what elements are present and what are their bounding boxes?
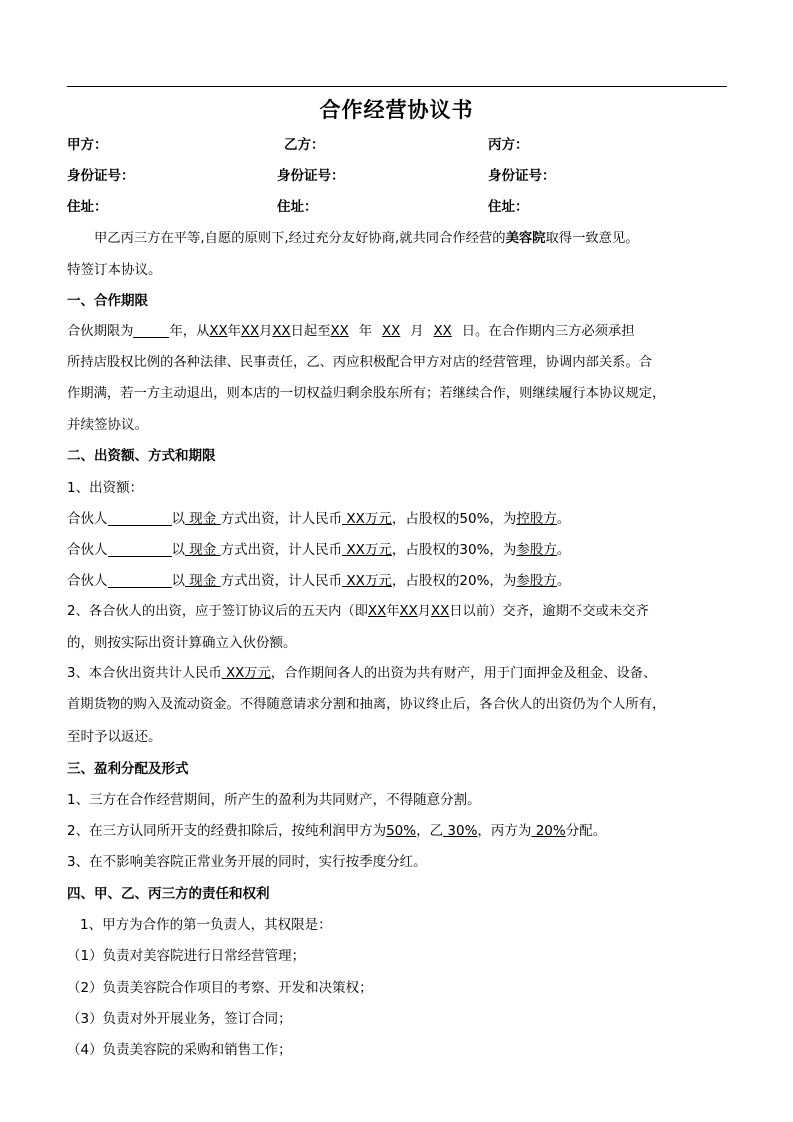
partner-role: 参股方 — [516, 542, 557, 558]
s2-p3-line-1 — [67, 663, 727, 685]
party-b-label: 乙方： — [284, 137, 325, 153]
section-4-heading: 四、甲、乙、丙三方的责任和权利 — [67, 886, 270, 902]
s2-text: 年 — [386, 604, 400, 619]
partner-label: 合伙人 — [67, 511, 108, 527]
partner-label: 合伙人 — [67, 573, 108, 589]
party-b-address-label: 住址： — [277, 199, 318, 215]
end-day: XX — [433, 324, 452, 339]
total-contribution: XX万元 — [221, 666, 271, 681]
s2-text: 3、本合伙出资共计人民币 — [67, 666, 222, 681]
partner-text: 。 — [556, 573, 571, 589]
partner-name-blank — [108, 540, 172, 557]
intro-text: 甲乙丙三方在平等,自愿的原则下,经过充分友好协商,就共同合作经营的 — [94, 231, 506, 246]
partner-role: 参股方 — [516, 573, 557, 589]
s1-line-1 — [67, 321, 727, 343]
section-2-heading: 二、出资额、方式和期限 — [67, 448, 216, 464]
start-day: XX — [272, 324, 291, 339]
contribution-method: 现金 — [185, 511, 221, 527]
intro-line-1 — [67, 228, 727, 250]
s3-text: ，乙 — [416, 823, 444, 839]
s2-text: 2、各合伙人的出资，应于签订协议后的五天内（即 — [67, 604, 368, 619]
party-a-id-label: 身份证号： — [67, 168, 135, 184]
partner-label: 合伙人 — [67, 542, 108, 558]
intro-line-2: 特签订本协议。 — [67, 262, 162, 278]
s1-text: 月 — [259, 324, 273, 339]
deadline-day: XX — [431, 604, 450, 619]
s2-p3-line-3: 至时予以返还。 — [67, 729, 162, 745]
equity-share: 50%，为 — [459, 511, 517, 527]
parties-row-address — [67, 196, 727, 218]
s2-text: 月 — [417, 604, 432, 619]
deadline-year: XX — [368, 604, 387, 619]
s2-text: 日以前）交齐，逾期不交或未交齐 — [449, 604, 649, 619]
partner-text: 方式出资，计人民币 — [220, 573, 343, 589]
partner-text: 方式出资，计人民币 — [220, 542, 343, 558]
term-years-blank — [133, 321, 169, 338]
partner-text: ，占股权的 — [391, 573, 460, 589]
s4-item-2: （2）负责美容院合作项目的考察、开发和决策权； — [67, 980, 373, 996]
profit-share-a: 50% — [386, 823, 417, 839]
party-b-id-label: 身份证号： — [277, 168, 345, 184]
partner-role: 控股方 — [516, 511, 557, 527]
deadline-month: XX — [399, 604, 418, 619]
equity-share: 30%，为 — [459, 542, 517, 558]
s1-text: 年 — [358, 324, 373, 339]
intro-text-end: 取得一致意见。 — [545, 231, 639, 246]
s3-p1: 1、三方在合作经营期间，所产生的盈利为共同财产，不得随意分割。 — [67, 792, 481, 808]
partner-text: ，占股权的 — [391, 511, 460, 527]
s1-text: 月 — [410, 324, 424, 339]
partner-name-blank — [108, 509, 172, 526]
partner-text: 以 — [171, 542, 185, 558]
equity-share: 20%，为 — [459, 573, 517, 589]
s1-text: 日。在合作期内三方必须承担 — [461, 324, 635, 339]
s2-p3-line-2: 首期货物的购入及流动资金。不得随意请求分割和抽离，协议终止后，各合伙人的出资仍为个人所有， — [67, 697, 666, 712]
s4-item-3: （3）负责对外开展业务，签订合同； — [67, 1011, 292, 1027]
s1-text: 合伙期限为 — [67, 324, 134, 339]
partner-row-1 — [67, 508, 727, 530]
s3-p3: 3、在不影响美容院正常业务开展的同时，实行按季度分红。 — [67, 854, 427, 870]
partner-text: ，占股权的 — [391, 542, 460, 558]
partner-row-3 — [67, 570, 727, 592]
section-3-heading: 三、盈利分配及形式 — [67, 761, 189, 777]
s1-text: 年，从 — [169, 324, 210, 339]
party-c-address-label: 住址： — [488, 199, 529, 215]
s1-text: 日起至 — [290, 324, 331, 339]
s4-item-4: （4）负责美容院的采购和销售工作； — [67, 1042, 292, 1058]
partner-text: 。 — [556, 511, 571, 527]
partner-text: 以 — [171, 511, 185, 527]
s3-p2 — [67, 820, 727, 842]
header-rule — [67, 86, 727, 87]
contribution-method: 现金 — [185, 573, 221, 589]
party-a-label: 甲方： — [67, 137, 108, 153]
contribution-amount: XX万元 — [342, 511, 392, 527]
partner-text: 方式出资，计人民币 — [220, 511, 343, 527]
partner-text: 。 — [556, 542, 571, 558]
profit-share-c: 20% — [531, 823, 566, 839]
contribution-amount: XX万元 — [342, 542, 392, 558]
section-1-heading: 一、合作期限 — [67, 293, 148, 309]
party-c-label: 丙方： — [488, 137, 529, 153]
partner-name-blank — [108, 571, 172, 588]
s1-text: 年 — [227, 324, 241, 339]
contribution-method: 现金 — [185, 542, 221, 558]
s1-line-4: 并续签协议。 — [67, 417, 148, 433]
intro-business-name: 美容院 — [505, 231, 546, 246]
start-month: XX — [240, 324, 260, 339]
s4-p1: 1、甲方为合作的第一负责人，其权限是： — [80, 917, 332, 933]
contribution-amount: XX万元 — [342, 573, 392, 589]
partner-text: 以 — [171, 573, 185, 589]
s2-p2-line-1 — [67, 601, 727, 623]
s2-p2-line-2: 的，则按实际出资计算确立入伙份额。 — [67, 635, 297, 651]
s2-sub-1: 1、出资额： — [67, 480, 144, 496]
end-month: XX — [382, 324, 401, 339]
s2-text: ，合作期间各人的出资为共有财产，用于门面押金及租金、设备、 — [270, 666, 657, 681]
party-c-id-label: 身份证号： — [488, 168, 556, 184]
s1-line-3: 作期满，若一方主动退出，则本店的一切权益归剩余股东所有；若继续合作，则继续履行本协议规定， — [67, 386, 666, 401]
s3-text: ，丙方为 — [477, 823, 532, 839]
profit-share-b: 30% — [443, 823, 478, 839]
start-year: XX — [209, 324, 228, 339]
s4-item-1: （1）负责对美容院进行日常经营管理； — [67, 948, 306, 964]
parties-row-ids — [67, 165, 727, 187]
party-a-address-label: 住址： — [67, 199, 108, 215]
parties-row-names — [67, 134, 727, 156]
s3-text: 2、在三方认同所开支的经费扣除后，按纯利润甲方为 — [67, 823, 387, 839]
document-title: 合作经营协议书 — [319, 98, 474, 122]
s3-text: 分配。 — [565, 823, 607, 839]
partner-row-2 — [67, 539, 727, 561]
end-year: XX — [330, 324, 349, 339]
s1-line-2: 所持店股权比例的各种法律、民事责任，乙、丙应积极配合甲方对店的经营管理，协调内部关系。合 — [67, 355, 653, 370]
